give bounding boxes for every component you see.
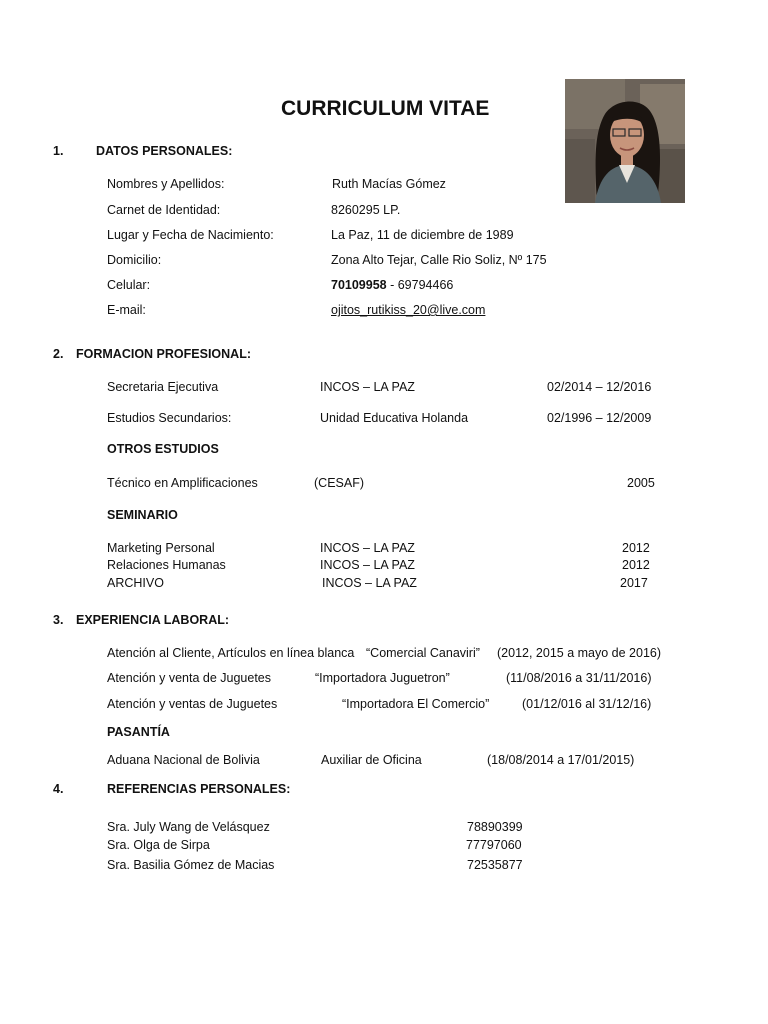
reference-phone: 72535877 xyxy=(467,858,523,872)
section-2-heading: FORMACION PROFESIONAL: xyxy=(76,347,251,361)
other-study-date: 2005 xyxy=(627,476,655,490)
section-1-heading: DATOS PERSONALES: xyxy=(96,144,233,158)
education-place: INCOS – LA PAZ xyxy=(320,380,415,394)
other-studies-heading: OTROS ESTUDIOS xyxy=(107,442,219,456)
seminar-date: 2012 xyxy=(622,541,650,555)
seminar-place: INCOS – LA PAZ xyxy=(320,541,415,555)
education-name: Secretaria Ejecutiva xyxy=(107,380,219,394)
field-label-id: Carnet de Identidad: xyxy=(107,203,221,217)
field-value-id: 8260295 LP. xyxy=(331,203,401,217)
field-label-birth: Lugar y Fecha de Nacimiento: xyxy=(107,228,274,242)
section-3-heading: EXPERIENCIA LABORAL: xyxy=(76,613,230,627)
education-name: Estudios Secundarios: xyxy=(107,411,232,425)
job-period: (2012, 2015 a mayo de 2016) xyxy=(497,646,662,660)
education-date: 02/2014 – 12/2016 xyxy=(547,380,652,394)
field-value-name: Ruth Macías Gómez xyxy=(332,177,446,191)
reference-name: Sra. Olga de Sirpa xyxy=(107,838,210,852)
job-period: (11/08/2016 a 31/11/2016) xyxy=(506,671,652,685)
field-label-address: Domicilio: xyxy=(107,253,162,267)
seminar-name: Relaciones Humanas xyxy=(107,558,226,572)
job-role: Atención y ventas de Juguetes xyxy=(107,697,278,711)
internship-role: Auxiliar de Oficina xyxy=(321,753,422,767)
profile-photo xyxy=(565,79,685,203)
seminar-place: INCOS – LA PAZ xyxy=(320,558,415,572)
seminar-name: ARCHIVO xyxy=(107,576,164,590)
seminar-heading: SEMINARIO xyxy=(107,508,178,522)
section-4-heading: REFERENCIAS PERSONALES: xyxy=(107,782,291,796)
reference-phone: 78890399 xyxy=(467,820,523,834)
section-3-number: 3. xyxy=(53,613,64,627)
job-company: “Comercial Canaviri” xyxy=(366,646,480,660)
internship-heading: PASANTÍA xyxy=(107,725,170,739)
job-role: Atención al Cliente, Artículos en línea blanca xyxy=(107,646,355,660)
reference-name: Sra. July Wang de Velásquez xyxy=(107,820,270,834)
section-4-number: 4. xyxy=(53,782,64,796)
field-value-birth: La Paz, 11 de diciembre de 1989 xyxy=(331,228,514,242)
field-label-phone: Celular: xyxy=(107,278,151,292)
reference-phone: 77797060 xyxy=(466,838,522,852)
field-label-email: E-mail: xyxy=(107,303,146,317)
document-title: CURRICULUM VITAE xyxy=(281,97,490,120)
job-company: “Importadora El Comercio” xyxy=(342,697,490,711)
job-period: (01/12/016 al 31/12/16) xyxy=(522,697,652,711)
phone-primary: 70109958 xyxy=(331,278,387,292)
seminar-date: 2012 xyxy=(622,558,650,572)
seminar-place: INCOS – LA PAZ xyxy=(322,576,417,590)
profile-photo-illustration xyxy=(565,79,685,203)
phone-secondary: - 69794466 xyxy=(386,278,454,292)
seminar-date: 2017 xyxy=(620,576,648,590)
internship-period: (18/08/2014 a 17/01/2015) xyxy=(487,753,635,767)
field-label-name: Nombres y Apellidos: xyxy=(107,177,225,191)
field-value-phone xyxy=(331,277,453,293)
email-link[interactable]: ojitos_rutikiss_20@live.com xyxy=(331,303,486,317)
field-value-address: Zona Alto Tejar, Calle Rio Soliz, Nº 175 xyxy=(331,253,547,267)
job-company: “Importadora Juguetron” xyxy=(315,671,450,685)
internship-place: Aduana Nacional de Bolivia xyxy=(107,753,260,767)
section-1-number: 1. xyxy=(53,144,64,158)
reference-name: Sra. Basilia Gómez de Macias xyxy=(107,858,275,872)
seminar-name: Marketing Personal xyxy=(107,541,215,555)
other-study-place: (CESAF) xyxy=(314,476,364,490)
section-2-number: 2. xyxy=(53,347,64,361)
other-study-name: Técnico en Amplificaciones xyxy=(107,476,258,490)
education-date: 02/1996 – 12/2009 xyxy=(547,411,652,425)
job-role: Atención y venta de Juguetes xyxy=(107,671,272,685)
education-place: Unidad Educativa Holanda xyxy=(320,411,469,425)
